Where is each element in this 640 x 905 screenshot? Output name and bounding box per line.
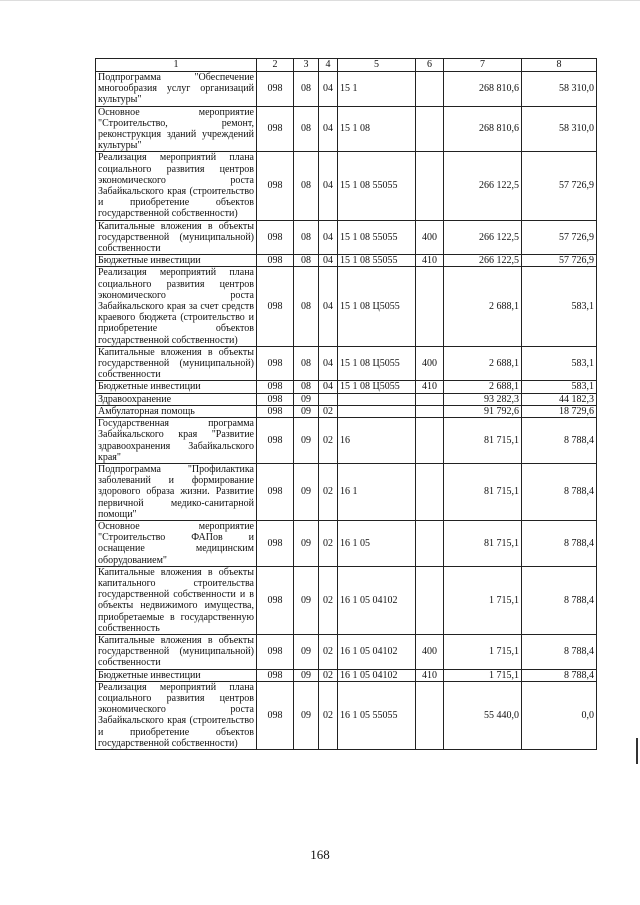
admin-code-cell: 098 [257, 393, 294, 405]
amount-2021-cell: 8 788,4 [522, 418, 597, 464]
table-row [96, 669, 597, 681]
subsection-cell: 04 [319, 255, 338, 267]
row-name-cell: Здравоохранение [96, 393, 257, 405]
amount-2021-cell: 583,1 [522, 381, 597, 393]
admin-code-cell: 098 [257, 418, 294, 464]
amount-2021-cell: 583,1 [522, 346, 597, 381]
row-name-cell: Подпрограмма "Профилактика заболеваний и формирование здорового образа жизни. Развитие первичной медико-санитарной помощи" [96, 463, 257, 520]
subsection-cell: 04 [319, 152, 338, 220]
amount-2021-cell: 8 788,4 [522, 669, 597, 681]
target-article-cell: 15 1 08 Ц5055 [338, 381, 416, 393]
expense-type-cell [416, 72, 444, 107]
table-row [96, 72, 597, 107]
section-cell: 09 [294, 405, 319, 417]
amount-2020-cell: 55 440,0 [444, 681, 522, 749]
amount-2020-cell: 266 122,5 [444, 220, 522, 255]
target-article-cell: 16 1 05 [338, 520, 416, 566]
header-cell: 7 [444, 59, 522, 72]
row-name-cell: Капитальные вложения в объекты государственной (муниципальной) собственности [96, 634, 257, 669]
section-cell: 09 [294, 463, 319, 520]
table-row [96, 520, 597, 566]
header-cell: 2 [257, 59, 294, 72]
header-cell: 8 [522, 59, 597, 72]
expense-type-cell [416, 520, 444, 566]
section-cell: 08 [294, 220, 319, 255]
table-row [96, 381, 597, 393]
amount-2021-cell: 44 182,3 [522, 393, 597, 405]
row-name-cell: Бюджетные инвестиции [96, 669, 257, 681]
amount-2020-cell: 81 715,1 [444, 520, 522, 566]
expense-type-cell [416, 393, 444, 405]
amount-2020-cell: 1 715,1 [444, 566, 522, 634]
header-cell: 1 [96, 59, 257, 72]
expense-type-cell [416, 418, 444, 464]
expense-type-cell: 410 [416, 255, 444, 267]
row-name-cell: Основное мероприятие "Строительство ФАПов и оснащение медицинским оборудованием" [96, 520, 257, 566]
table-row [96, 681, 597, 749]
admin-code-cell: 098 [257, 634, 294, 669]
table-header-row [96, 59, 597, 72]
admin-code-cell: 098 [257, 669, 294, 681]
target-article-cell: 16 1 05 04102 [338, 566, 416, 634]
amount-2020-cell: 2 688,1 [444, 346, 522, 381]
table-row [96, 418, 597, 464]
expense-type-cell: 400 [416, 346, 444, 381]
section-cell: 09 [294, 393, 319, 405]
expense-type-cell: 410 [416, 381, 444, 393]
target-article-cell: 16 1 05 04102 [338, 669, 416, 681]
row-name-cell: Капитальные вложения в объекты государственной (муниципальной) собственности [96, 220, 257, 255]
admin-code-cell: 098 [257, 346, 294, 381]
amount-2021-cell: 57 726,9 [522, 255, 597, 267]
section-cell: 08 [294, 106, 319, 152]
row-name-cell: Основное мероприятие "Строительство, ремонт, реконструкция зданий учреждений культуры" [96, 106, 257, 152]
table-row [96, 566, 597, 634]
row-name-cell: Реализация мероприятий плана социального развития центров экономического роста Забайкальского края за счет средств краевого бюджета (строительство и приобретение объектов государственной собственности) [96, 267, 257, 346]
subsection-cell: 04 [319, 72, 338, 107]
table-row [96, 405, 597, 417]
expense-type-cell: 400 [416, 220, 444, 255]
header-cell: 5 [338, 59, 416, 72]
admin-code-cell: 098 [257, 255, 294, 267]
admin-code-cell: 098 [257, 152, 294, 220]
row-name-cell: Бюджетные инвестиции [96, 255, 257, 267]
section-cell: 09 [294, 669, 319, 681]
target-article-cell: 15 1 08 55055 [338, 152, 416, 220]
page-number: 168 [310, 847, 330, 862]
admin-code-cell: 098 [257, 566, 294, 634]
header-cell: 6 [416, 59, 444, 72]
section-cell: 08 [294, 255, 319, 267]
expense-type-cell: 400 [416, 634, 444, 669]
subsection-cell: 02 [319, 405, 338, 417]
amount-2021-cell: 8 788,4 [522, 463, 597, 520]
table-row [96, 220, 597, 255]
target-article-cell: 15 1 08 Ц5055 [338, 346, 416, 381]
subsection-cell: 04 [319, 220, 338, 255]
amount-2021-cell: 57 726,9 [522, 220, 597, 255]
target-article-cell: 15 1 08 55055 [338, 220, 416, 255]
expense-type-cell [416, 405, 444, 417]
amount-2020-cell: 81 715,1 [444, 463, 522, 520]
amount-2021-cell: 0,0 [522, 681, 597, 749]
scan-edge-line [0, 0, 640, 1]
target-article-cell: 15 1 08 55055 [338, 255, 416, 267]
amount-2021-cell: 58 310,0 [522, 106, 597, 152]
expense-type-cell [416, 681, 444, 749]
table-row [96, 634, 597, 669]
amount-2020-cell: 93 282,3 [444, 393, 522, 405]
amount-2020-cell: 266 122,5 [444, 255, 522, 267]
row-name-cell: Бюджетные инвестиции [96, 381, 257, 393]
subsection-cell: 04 [319, 346, 338, 381]
admin-code-cell: 098 [257, 106, 294, 152]
amount-2021-cell: 8 788,4 [522, 634, 597, 669]
amount-2020-cell: 1 715,1 [444, 634, 522, 669]
target-article-cell: 16 1 05 04102 [338, 634, 416, 669]
amount-2020-cell: 91 792,6 [444, 405, 522, 417]
target-article-cell: 16 [338, 418, 416, 464]
subsection-cell: 02 [319, 418, 338, 464]
subsection-cell: 04 [319, 381, 338, 393]
section-cell: 08 [294, 72, 319, 107]
section-cell: 09 [294, 418, 319, 464]
amount-2020-cell: 81 715,1 [444, 418, 522, 464]
amount-2021-cell: 8 788,4 [522, 520, 597, 566]
admin-code-cell: 098 [257, 520, 294, 566]
subsection-cell: 02 [319, 566, 338, 634]
row-name-cell: Подпрограмма "Обеспечение многообразия услуг организаций культуры" [96, 72, 257, 107]
table-row [96, 152, 597, 220]
section-cell: 08 [294, 267, 319, 346]
admin-code-cell: 098 [257, 463, 294, 520]
expense-type-cell: 410 [416, 669, 444, 681]
row-name-cell: Капитальные вложения в объекты государственной (муниципальной) собственности [96, 346, 257, 381]
section-cell: 09 [294, 634, 319, 669]
table-row [96, 267, 597, 346]
amount-2021-cell: 57 726,9 [522, 152, 597, 220]
amount-2021-cell: 58 310,0 [522, 72, 597, 107]
section-cell: 08 [294, 381, 319, 393]
row-name-cell: Амбулаторная помощь [96, 405, 257, 417]
expense-type-cell [416, 152, 444, 220]
subsection-cell: 02 [319, 681, 338, 749]
header-cell: 4 [319, 59, 338, 72]
section-cell: 08 [294, 152, 319, 220]
section-cell: 09 [294, 681, 319, 749]
target-article-cell: 15 1 08 Ц5055 [338, 267, 416, 346]
budget-table [95, 58, 597, 750]
section-cell: 09 [294, 566, 319, 634]
subsection-cell: 02 [319, 463, 338, 520]
amount-2020-cell: 2 688,1 [444, 267, 522, 346]
scan-edge-mark [636, 738, 638, 764]
target-article-cell [338, 393, 416, 405]
row-name-cell: Реализация мероприятий плана социального развития центров экономического роста Забайкальского края (строительство и приобретение объектов государственной собственности) [96, 681, 257, 749]
amount-2020-cell: 266 122,5 [444, 152, 522, 220]
row-name-cell: Реализация мероприятий плана социального развития центров экономического роста Забайкальского края (строительство и приобретение объектов государственной собственности) [96, 152, 257, 220]
section-cell: 09 [294, 520, 319, 566]
admin-code-cell: 098 [257, 681, 294, 749]
amount-2021-cell: 583,1 [522, 267, 597, 346]
target-article-cell: 15 1 [338, 72, 416, 107]
target-article-cell: 16 1 05 55055 [338, 681, 416, 749]
admin-code-cell: 098 [257, 72, 294, 107]
expense-type-cell [416, 267, 444, 346]
table-body [96, 72, 597, 750]
admin-code-cell: 098 [257, 267, 294, 346]
amount-2021-cell: 8 788,4 [522, 566, 597, 634]
amount-2020-cell: 2 688,1 [444, 381, 522, 393]
target-article-cell [338, 405, 416, 417]
subsection-cell: 02 [319, 669, 338, 681]
expense-type-cell [416, 463, 444, 520]
table-row [96, 106, 597, 152]
expense-type-cell [416, 566, 444, 634]
row-name-cell: Капитальные вложения в объекты капитального строительства государственной собственности и в объекты недвижимого имущества, приобретаемые в государственную собственность [96, 566, 257, 634]
subsection-cell: 02 [319, 634, 338, 669]
admin-code-cell: 098 [257, 381, 294, 393]
subsection-cell: 02 [319, 520, 338, 566]
subsection-cell: 04 [319, 106, 338, 152]
admin-code-cell: 098 [257, 220, 294, 255]
table-row [96, 393, 597, 405]
row-name-cell: Государственная программа Забайкальского края "Развитие здравоохранения Забайкальского края" [96, 418, 257, 464]
amount-2020-cell: 268 810,6 [444, 72, 522, 107]
amount-2020-cell: 268 810,6 [444, 106, 522, 152]
table-row [96, 255, 597, 267]
subsection-cell: 04 [319, 267, 338, 346]
admin-code-cell: 098 [257, 405, 294, 417]
target-article-cell: 15 1 08 [338, 106, 416, 152]
subsection-cell [319, 393, 338, 405]
header-cell: 3 [294, 59, 319, 72]
amount-2021-cell: 18 729,6 [522, 405, 597, 417]
target-article-cell: 16 1 [338, 463, 416, 520]
expense-type-cell [416, 106, 444, 152]
table-row [96, 346, 597, 381]
amount-2020-cell: 1 715,1 [444, 669, 522, 681]
table-row [96, 463, 597, 520]
section-cell: 08 [294, 346, 319, 381]
